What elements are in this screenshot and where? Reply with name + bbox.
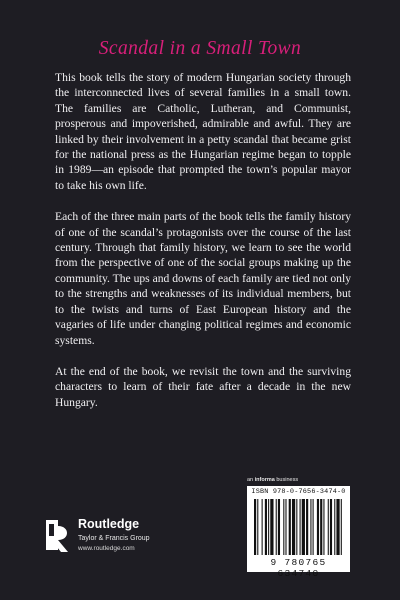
publisher-name: Routledge [78, 517, 140, 531]
barcode-bars [254, 499, 344, 555]
blurb-paragraph-2: Each of the three main parts of the book tells the family history of one of the scandal’s protagonists over the course of the last century. Through that family history, we learn to see the world from the perspective of one of the social groups making up the community. The ups and downs of each family are tied not only to the strengths and weaknesses of its individual members, but to the twists and turns of East European history and the vagaries of life under changing political regimes and economic systems. [55, 210, 351, 347]
isbn-label: ISBN 978-0-7656-3474-0 [251, 488, 346, 496]
imprint-prefix: an [247, 477, 254, 483]
book-title: Scandal in a Small Town [98, 38, 302, 59]
isbn-barcode [247, 486, 350, 579]
imprint-brand: informa [254, 477, 275, 483]
imprint-line [247, 477, 298, 483]
publisher-url: www.routledge.com [78, 545, 135, 552]
imprint-suffix: business [276, 477, 299, 483]
barcode-number: 9 780765 634740 [270, 557, 327, 579]
blurb-paragraph-3: At the end of the book, we revisit the town and the surviving characters to learn of their fate after a decade in the new Hungary. [55, 364, 351, 409]
publisher-subtitle: Taylor & Francis Group [78, 535, 150, 542]
blurb-paragraph-1: This book tells the story of modern Hungarian society through the interconnected lives of several families in a small town. The families are Catholic, Lutheran, and Communist, prosperous and impoverished, admirable and awful. They are linked by their involvement in a petty scandal that became grist for the national press as the Hungarian regime began to topple in 1989—an episode that prompted the town’s popular mayor to take his own life. [55, 71, 351, 192]
routledge-logo-icon [44, 518, 74, 556]
blurb [55, 70, 351, 426]
